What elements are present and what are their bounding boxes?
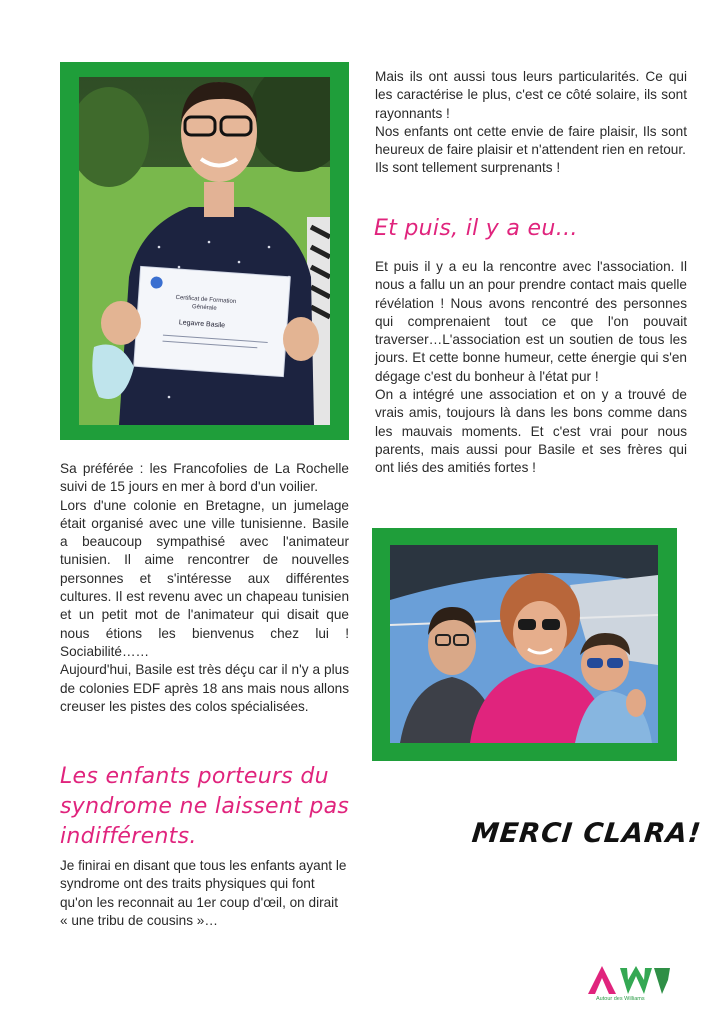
heading-et-puis: Et puis, il y a eu… xyxy=(374,216,578,241)
paragraph: Sa préférée : les Francofolies de La Rochelle suivi de 15 jours en mer à bord d'un voilier. xyxy=(60,461,349,495)
paragraph: Ils sont tellement surprenants ! xyxy=(375,160,561,176)
paragraph: Mais ils ont aussi tous leurs particularités. Ce qui les caractérise le plus, c'est ce côté solaire, ils sont rayonnants ! xyxy=(375,69,687,121)
logo-caption: Autour des Williams xyxy=(596,996,645,1002)
right-intro-text xyxy=(375,68,687,178)
photo-illustration xyxy=(79,77,330,425)
photo-family-selfie xyxy=(390,545,658,743)
paragraph: On a intégré une association et on y a trouvé de vrais amis, toujours là dans les bons comme dans les mauvais moments. Et c'est vrai pour nous parents, mais aussi pour Basile et ses frères qui ont liés des amitiés fortes ! xyxy=(375,387,687,476)
closing-text: Je finirai en disant que tous les enfants ayant le syndrome ont des traits physiques qui font qu'on les reconnait au 1er coup d'œil, on dirait « une tribu de cousins »… xyxy=(60,858,347,928)
autour-des-williams-logo xyxy=(584,960,674,1010)
photo-basile-certificate xyxy=(79,77,330,425)
heading-enfants-porteurs: Les enfants porteurs du syndrome ne laissent pas indifférents. xyxy=(60,764,350,849)
right-body-text xyxy=(375,258,687,478)
certificate-subtitle: Générale xyxy=(191,304,217,312)
selfie-illustration xyxy=(390,545,658,743)
certificate-title: Certificat de Formation xyxy=(175,294,237,306)
paragraph: Aujourd'hui, Basile est très déçu car il n'y a plus de colonies EDF après 18 ans mais nous allons creuser les pistes des colos spécialisées. xyxy=(60,662,349,714)
certificate-name: Legavre Basile xyxy=(178,319,226,330)
paragraph: Nos enfants ont cette envie de faire plaisir, Ils sont heureux de faire plaisir et n'attendent rien en retour. xyxy=(375,123,687,158)
merci-clara-text: MERCI CLARA! xyxy=(470,818,703,849)
paragraph: Lors d'une colonie en Bretagne, un jumelage était organisé avec une ville tunisienne. Basile a beaucoup sympathisé avec l'animateur tunisien. Il aime rencontrer de nouvelles personnes et s'intéresse aux différentes cultures. Il est revenu avec un chapeau tunisien et un petit mot de l'animateur qui disait que nous étions les bienvenus chez lui ! Sociabilité…… xyxy=(60,497,349,659)
paragraph: Et puis il y a eu la rencontre avec l'association. Il nous a fallu un an pour prendre contact mais quelle révélation ! Nous avons rencontré des personnes qui comprenaient tout ce que l'on pouvait traverser…L'association est un soutien de tous les jours. Et cette bonne humeur, cette énergie qui s'en dégage c'est du bonheur à l'état pur ! xyxy=(375,259,687,384)
left-body-text xyxy=(60,460,349,716)
